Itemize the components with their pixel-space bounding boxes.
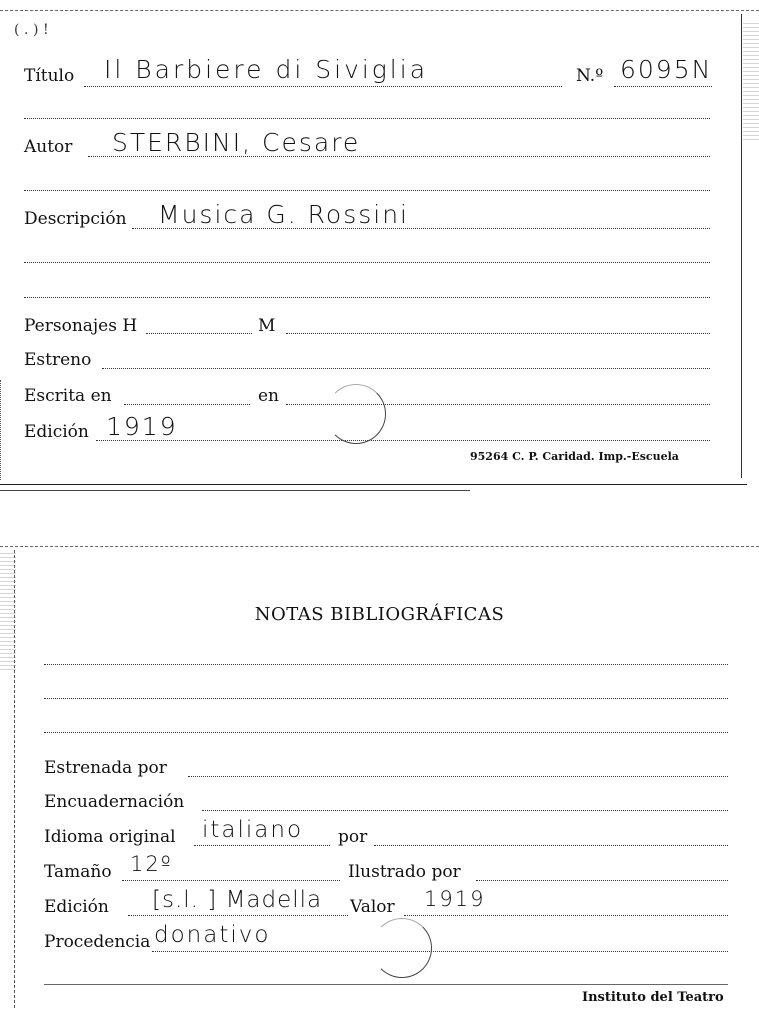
autor-line-2	[24, 190, 710, 191]
personajes-label: Personajes H	[24, 316, 138, 336]
idioma-line	[194, 845, 330, 846]
card-edge-top	[0, 10, 759, 11]
card-edge-bottom	[0, 484, 747, 485]
autor-value: STERBINI, Cesare	[112, 128, 361, 157]
card-edge-top	[0, 546, 759, 547]
catalog-card-front	[0, 0, 759, 492]
titulo-line	[84, 86, 562, 87]
numero-value: 6095N	[620, 55, 713, 84]
descripcion-value: Musica G. Rossini	[158, 200, 409, 229]
valor-line	[404, 915, 728, 916]
edicion-back-label: Edición	[44, 897, 109, 917]
idioma-label: Idioma original	[44, 827, 176, 847]
escrita-en-label: en	[258, 386, 280, 406]
estreno-label: Estreno	[24, 350, 92, 370]
printer-imprint: 95264 C. P. Caridad. Imp.-Escuela	[470, 450, 679, 463]
numero-label: N.º	[576, 66, 604, 86]
idioma-por-line	[374, 845, 728, 846]
ilustrado-line	[476, 880, 728, 881]
personajes-h-line	[146, 333, 252, 334]
notas-line-1	[44, 664, 728, 665]
edicion-label: Edición	[24, 422, 89, 442]
scan-grain	[743, 20, 759, 140]
notas-line-3	[44, 732, 728, 733]
valor-label: Valor	[350, 897, 395, 917]
edicion-line	[96, 440, 710, 441]
personajes-m-line	[286, 333, 710, 334]
estreno-line	[102, 368, 710, 369]
escrita-line	[124, 404, 250, 405]
procedencia-value: donativo	[154, 922, 271, 948]
tamano-line	[122, 880, 340, 881]
idioma-value: italiano	[202, 817, 304, 843]
escrita-label: Escrita en	[24, 386, 112, 406]
numero-line	[614, 86, 712, 87]
titulo-label: Título	[24, 66, 75, 86]
edicion-back-value: [s.l. ] Madella	[152, 887, 323, 913]
bottom-rule	[44, 984, 728, 985]
encuadernacion-label: Encuadernación	[44, 792, 185, 812]
tamano-label: Tamaño	[44, 862, 112, 882]
notas-line-2	[44, 698, 728, 699]
personajes-m-label: M	[258, 316, 276, 336]
estrenada-line	[188, 776, 728, 777]
estrenada-label: Estrenada por	[44, 758, 167, 778]
descripcion-label: Descripción	[24, 209, 127, 229]
card-edge-left	[0, 380, 1, 480]
edicion-value: 1919	[106, 412, 178, 441]
descripcion-line-2	[24, 262, 710, 263]
tamano-value: 12º	[130, 852, 173, 876]
ilustrado-label: Ilustrado por	[348, 862, 461, 882]
corner-mark: ( ․ ) !	[14, 22, 49, 38]
titulo-line-2	[24, 118, 710, 119]
round-stamp	[326, 384, 386, 444]
idioma-por-label: por	[338, 827, 368, 847]
round-stamp-back	[372, 918, 432, 978]
procedencia-line	[152, 951, 728, 952]
edicion-back-line	[128, 915, 348, 916]
encuadernacion-line	[202, 810, 728, 811]
valor-value: 1919	[424, 887, 486, 911]
titulo-value: Il Barbiere di Siviglia	[104, 55, 429, 84]
notas-heading: NOTAS BIBLIOGRÁFICAS	[254, 604, 505, 625]
procedencia-label: Procedencia	[44, 932, 151, 952]
card-edge-bottom-shadow	[0, 490, 470, 491]
descripcion-line-3	[24, 297, 710, 298]
autor-label: Autor	[24, 137, 73, 157]
institution-footer: Instituto del Teatro	[582, 990, 724, 1005]
card-edge-right	[741, 14, 742, 478]
